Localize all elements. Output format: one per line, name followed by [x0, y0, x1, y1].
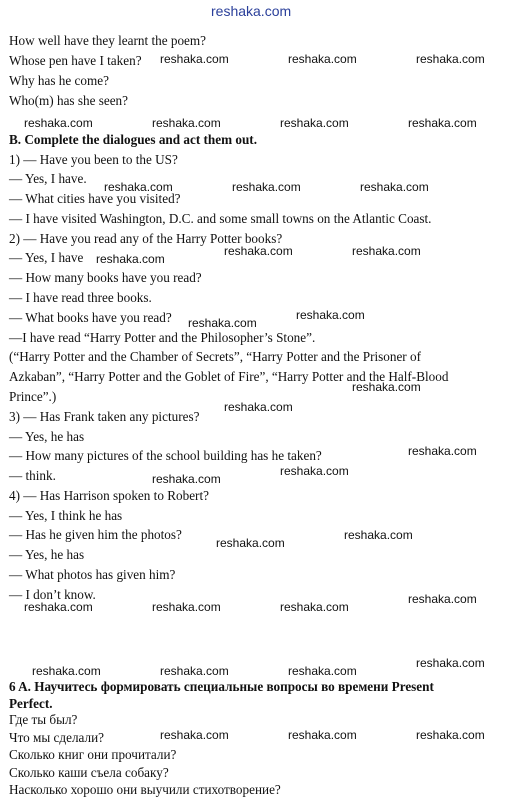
- text-line: — Yes, I have: [9, 250, 84, 265]
- watermark: reshaka.com: [296, 308, 365, 322]
- watermark: reshaka.com: [152, 116, 221, 130]
- watermark: reshaka.com: [288, 728, 357, 742]
- watermark: reshaka.com: [24, 600, 93, 614]
- text-line: Что мы сделали?: [9, 730, 105, 745]
- watermark: reshaka.com: [152, 600, 221, 614]
- watermark: reshaka.com: [224, 244, 293, 258]
- text-line: 2) — Have you read any of the Harry Potter books?: [9, 231, 283, 246]
- text-line: Сколько каши съела собаку?: [9, 765, 169, 780]
- text-line: Who(m) has she seen?: [9, 93, 129, 108]
- text-line: Сколько книг они прочитали?: [9, 747, 177, 762]
- text-line: How well have they learnt the poem?: [9, 33, 207, 48]
- watermark: reshaka.com: [160, 664, 229, 678]
- text-line: — How many books have you read?: [9, 270, 202, 285]
- text-line: — I have read three books.: [9, 290, 152, 305]
- watermark: reshaka.com: [344, 528, 413, 542]
- watermark: reshaka.com: [408, 444, 477, 458]
- text-line: — Yes, I think he has: [9, 508, 123, 523]
- text-line: Why has he come?: [9, 73, 109, 88]
- watermark: reshaka.com: [360, 180, 429, 194]
- text-line: 3) — Has Frank taken any pictures?: [9, 409, 200, 424]
- text-line: — Yes, I have.: [9, 171, 87, 186]
- watermark: reshaka.com: [188, 316, 257, 330]
- text-line: Whose pen have I taken?: [9, 53, 142, 68]
- text-line: Где ты был?: [9, 712, 78, 727]
- watermark: reshaka.com: [280, 464, 349, 478]
- watermark: reshaka.com: [416, 656, 485, 670]
- text-line: 1) — Have you been to the US?: [9, 152, 178, 167]
- watermark: reshaka.com: [288, 664, 357, 678]
- section-heading: Perfect.: [9, 696, 53, 711]
- watermark: reshaka.com: [152, 472, 221, 486]
- watermark: reshaka.com: [416, 52, 485, 66]
- text-line: Prince”.): [9, 389, 57, 404]
- section-heading: B. Complete the dialogues and act them out.: [9, 132, 257, 147]
- text-line: — I have visited Washington, D.C. and some small towns on the Atlantic Coast.: [9, 211, 432, 226]
- text-line: — What cities have you visited?: [9, 191, 181, 206]
- watermark: reshaka.com: [224, 400, 293, 414]
- text-line: Azkaban”, “Harry Potter and the Goblet of Fire”, “Harry Potter and the Half-Blood: [9, 369, 449, 384]
- text-line: — What books have you read?: [9, 310, 172, 325]
- watermark: reshaka.com: [160, 728, 229, 742]
- text-line: 4) — Has Harrison spoken to Robert?: [9, 488, 209, 503]
- watermark: reshaka.com: [232, 180, 301, 194]
- watermark: reshaka.com: [352, 244, 421, 258]
- text-line: — What photos has given him?: [9, 567, 176, 582]
- watermark: reshaka.com: [280, 116, 349, 130]
- watermark: reshaka.com: [104, 180, 173, 194]
- text-line: Насколько хорошо они выучили стихотворение?: [9, 782, 281, 797]
- text-line: — Has he given him the photos?: [9, 527, 182, 542]
- text-line: — Yes, he has: [9, 429, 85, 444]
- text-line: — I don’t know.: [9, 587, 96, 602]
- watermark: reshaka.com: [216, 536, 285, 550]
- watermark: reshaka.com: [160, 52, 229, 66]
- watermark: reshaka.com: [24, 116, 93, 130]
- section-heading: 6 A. Научитесь формировать специальные вопросы во времени Present: [9, 679, 434, 694]
- watermark: reshaka.com: [416, 728, 485, 742]
- site-header-watermark: reshaka.com: [211, 3, 292, 19]
- text-line: —I have read “Harry Potter and the Philosopher’s Stone”.: [9, 330, 316, 345]
- watermark: reshaka.com: [280, 600, 349, 614]
- watermark: reshaka.com: [96, 252, 165, 266]
- text-line: — How many pictures of the school building has he taken?: [9, 448, 322, 463]
- watermark: reshaka.com: [288, 52, 357, 66]
- watermark: reshaka.com: [352, 380, 421, 394]
- text-line: (“Harry Potter and the Chamber of Secrets”, “Harry Potter and the Prisoner of: [9, 349, 421, 364]
- text-line: — Yes, he has: [9, 547, 85, 562]
- text-line: — think.: [9, 468, 56, 483]
- watermark: reshaka.com: [32, 664, 101, 678]
- watermark: reshaka.com: [408, 592, 477, 606]
- watermark: reshaka.com: [408, 116, 477, 130]
